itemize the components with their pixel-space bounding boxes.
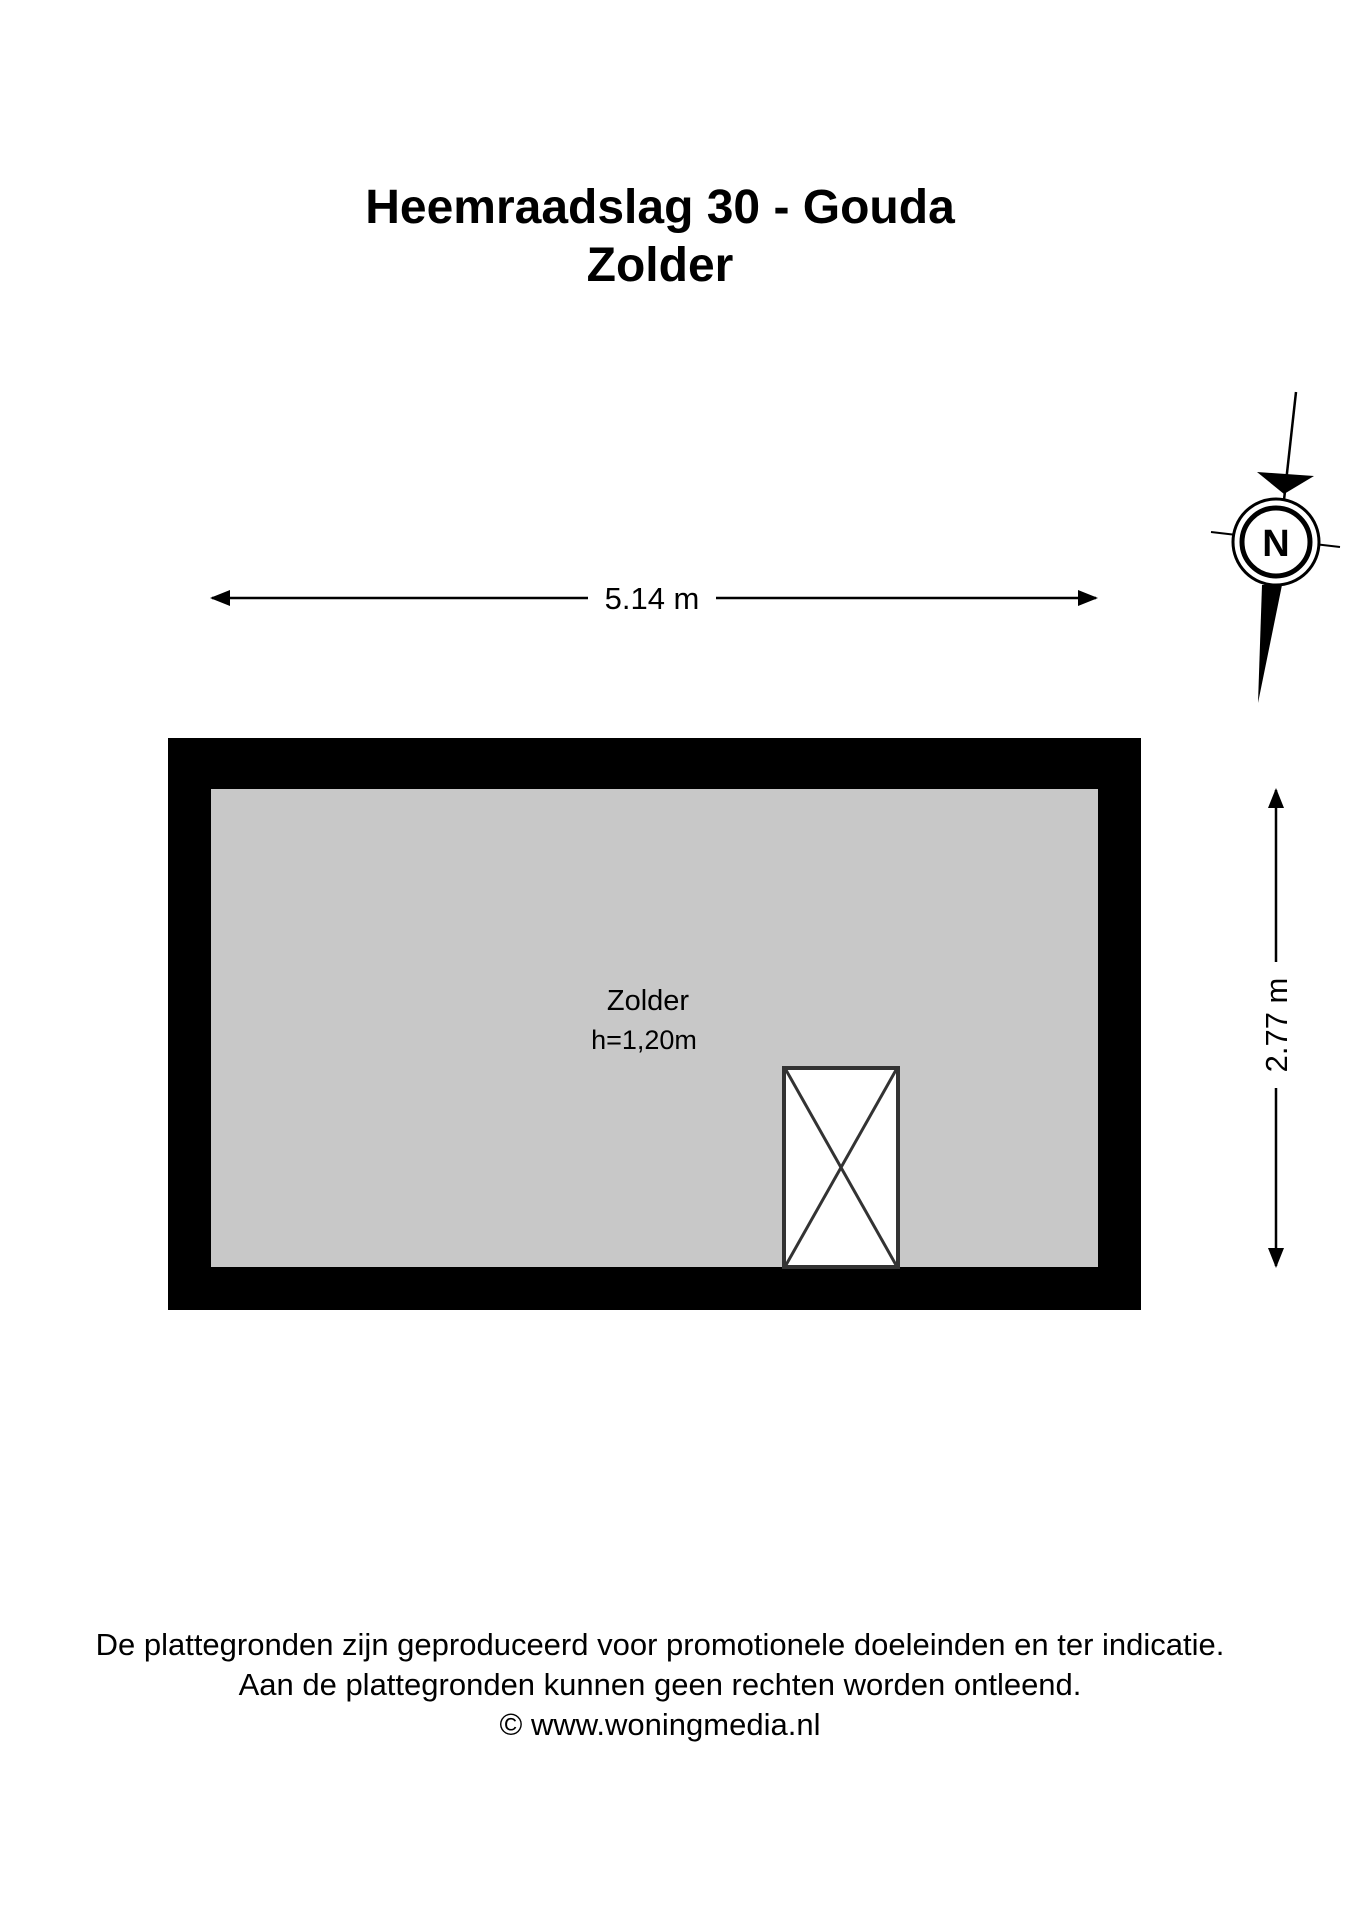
stair-hatch [784, 1068, 898, 1267]
width-label: 5.14 m [604, 581, 700, 616]
compass-letter: N [1262, 523, 1290, 565]
room-zolder [168, 738, 1141, 1310]
room-height: h=1,20m [591, 1025, 697, 1055]
width-dimension [212, 581, 1096, 616]
depth-dimension [1259, 790, 1294, 1266]
disclaimer-line-2: Aan de plattegronden kunnen geen rechten worden ontleend. [238, 1667, 1082, 1702]
room-name: Zolder [606, 985, 690, 1017]
copyright-line: © www.woningmedia.nl [499, 1707, 821, 1742]
compass-south-needle [1258, 585, 1282, 703]
compass-top-wing [1257, 472, 1314, 494]
disclaimer-line-1: De plattegronden zijn geproduceerd voor promotionele doeleinden en ter indicatie. [95, 1627, 1225, 1662]
page-title: Heemraadslag 30 - Gouda [365, 181, 955, 234]
floor-title: Zolder [586, 239, 734, 292]
compass-icon [1211, 392, 1340, 703]
depth-label: 2.77 m [1259, 977, 1294, 1073]
